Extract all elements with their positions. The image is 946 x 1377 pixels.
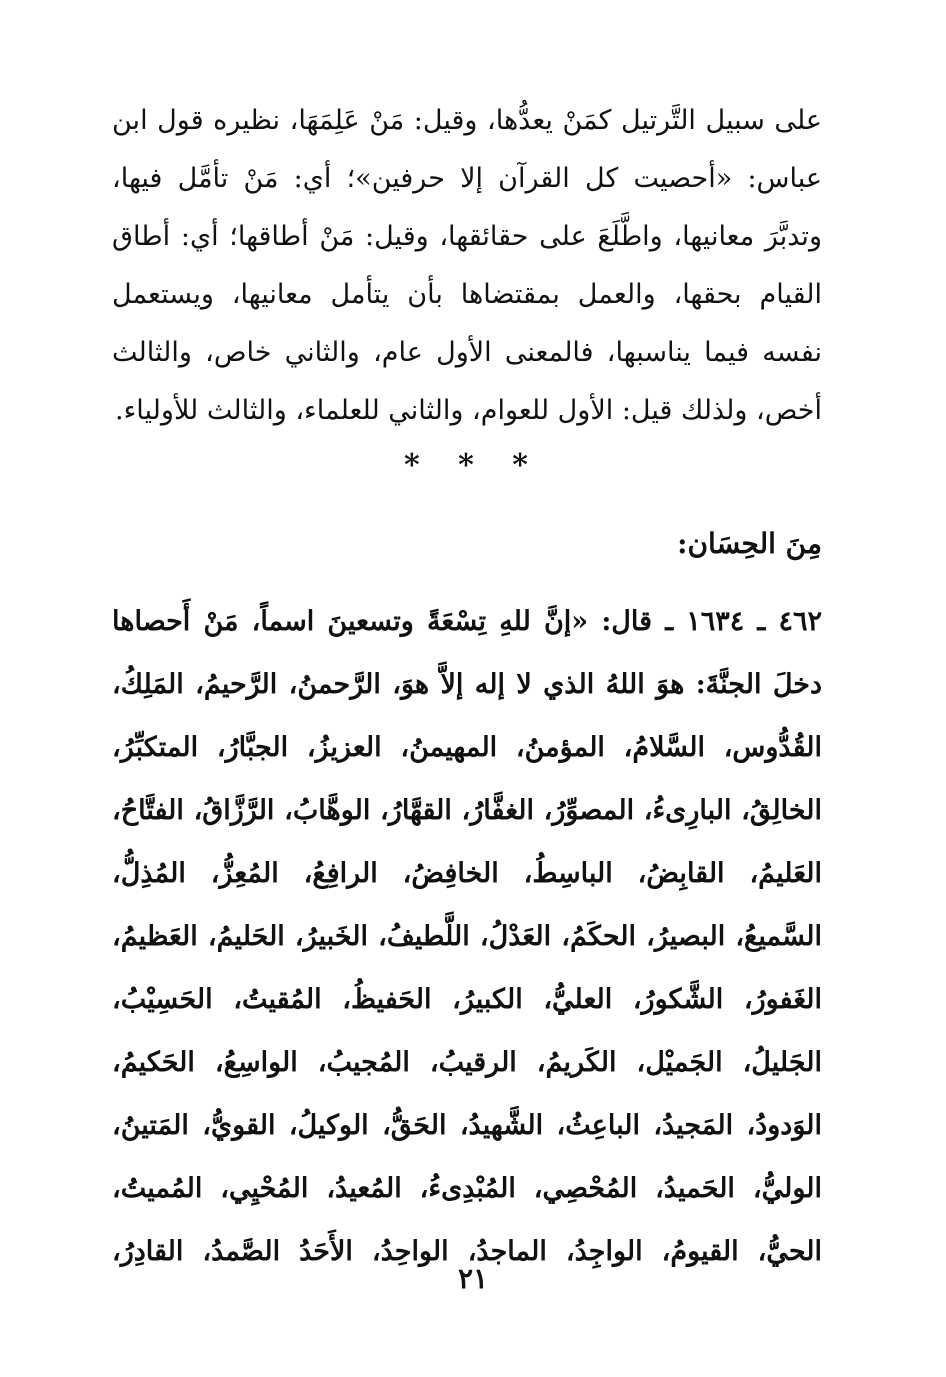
hadith-text: ٤٦٢ ـ ١٦٣٤ ـ قال: «إنَّ للهِ تِسْعَةً وتسعينَ اسماً، مَنْ أَحصاها دخلَ الجنَّةَ: هوَ اللهُ الذي لا إله إلاَّ هوَ، الرَّحمنُ، الرَّحيمُ، المَلِكُ، القُدُّوس، السَّلامُ، المؤمنُ، المهيمنُ، العزيزُ، الجبَّارُ، المتكبِّرُ، الخالِقُ، البارِىءُ، المصوِّرُ، الغفَّارُ، القهَّارُ، الوهَّابُ، الرَّزَّاقُ، الفتَّاحُ، العَليمُ، القابِضُ، الباسِطُ، الخافِضُ، الرافِعُ، المُعِزُّ، المُذِلُّ، السَّميعُ، البصيرُ، الحكَمُ، العَدْلُ، اللَّطيفُ، الخَبيرُ، الحَليمُ، العَظيمُ، الغَفورُ، الشَّكورُ، العليُّ، الكبيرُ، الحَفيظُ، المُقيتُ، الحَسِيْبُ، الجَليلُ، الجَميْل، الكَريمُ، الرقيبُ، المُجيبُ، الواسِعُ، الحَكيمُ، الوَدودُ، المَجيدُ، الباعِثُ، الشَّهيدُ، الحَقُّ، الوكيلُ، القويُّ، المَتينُ، الوليُّ، الحَميدُ، المُحْصِي، المُبْدِىءُ، المُعيدُ، المُحْيِي، المُميتُ، الحيُّ، القيومُ، الواجِدُ، الماجدُ، الواحِدُ، الأَحَدُ الصَّمدُ، القادِرُ، <box>112 606 823 1267</box>
commentary-block <box>112 92 822 440</box>
section-heading: مِنَ الحِسَان: <box>677 527 822 560</box>
commentary-paragraph: على سبيل التَّرتيل كمَنْ يعدُّها، وقيل: مَنْ عَلِمَهَا، نظيره قول ابن عباس: «أحصيت كل القرآن إلا حرفين»؛ أي: مَنْ تأمَّل فيها، وتدبَّرَ معانيها، واطَّلَعَ على حقائقها، وقيل: مَنْ أطاقها؛ أي: أطاق القيام بحقها، والعمل بمقتضاها بأن يتأمل معانيها، ويستعمل نفسه فيما يناسبها، فالمعنى الأول عام، والثاني خاص، والثالث أخص، ولذلك قيل: الأول للعوام، والثاني للعلماء، والثالث للأولياء. <box>112 105 822 426</box>
page-number: ٢١ <box>457 1262 489 1295</box>
section-separator: * * * <box>404 448 542 483</box>
